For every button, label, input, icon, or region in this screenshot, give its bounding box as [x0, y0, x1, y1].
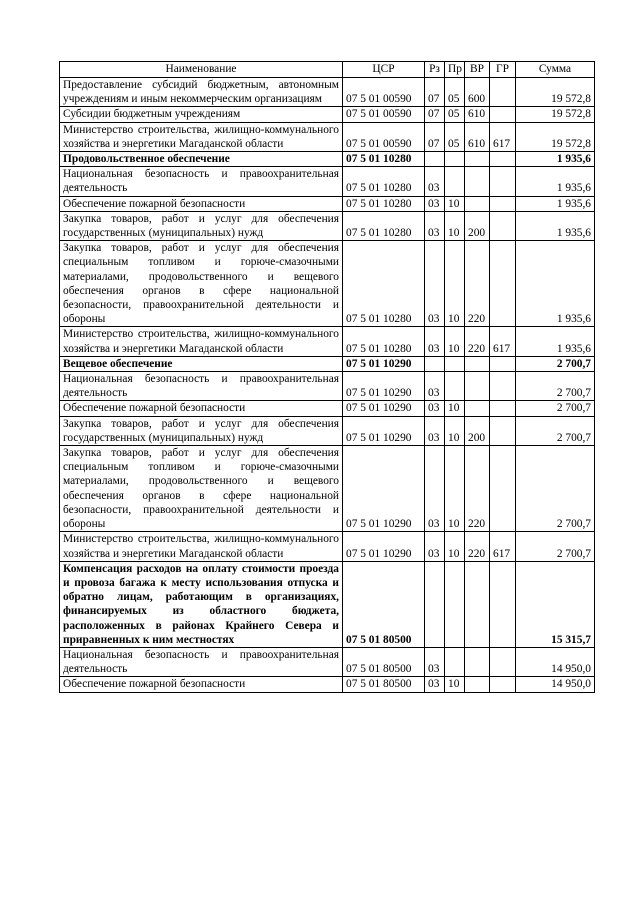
- cell-csr: 07 5 01 10280: [343, 327, 425, 356]
- cell-name: Закупка товаров, работ и услуг для обеспечения государственных (муниципальных) нужд: [60, 416, 343, 445]
- cell-rz: 07: [425, 107, 445, 122]
- cell-name: Компенсация расходов на оплату стоимости проезда и провоза багажа к месту использования отпуска и обратно лицам, работающим в организациях, финансируемых из областного бюджета, расположенных в районах Крайнего Севера и приравненных к ним местностях: [60, 561, 343, 647]
- cell-gr: [490, 211, 516, 240]
- cell-vr: [465, 196, 490, 211]
- cell-rz: [425, 561, 445, 647]
- column-header-rz: Рз: [425, 62, 445, 78]
- column-header-vr: ВР: [465, 62, 490, 78]
- table-row: [60, 152, 595, 167]
- cell-csr: 07 5 01 10290: [343, 416, 425, 445]
- cell-gr: [490, 372, 516, 401]
- table-row: [60, 372, 595, 401]
- cell-pr: [445, 647, 465, 676]
- cell-name: Национальная безопасность и правоохранительная деятельность: [60, 372, 343, 401]
- cell-csr: 07 5 01 10290: [343, 372, 425, 401]
- cell-sum: 2 700,7: [516, 532, 595, 561]
- cell-vr: [465, 167, 490, 196]
- cell-name: Закупка товаров, работ и услуг для обеспечения специальным топливом и горюче-смазочными материалами, продовольственного и вещевого обеспечения органов в сфере национальной безопасности, правоохранительной деятельности и обороны: [60, 446, 343, 532]
- cell-vr: [465, 561, 490, 647]
- table-row: [60, 532, 595, 561]
- cell-rz: 03: [425, 167, 445, 196]
- cell-gr: [490, 78, 516, 107]
- cell-sum: 1 935,6: [516, 167, 595, 196]
- cell-vr: 220: [465, 446, 490, 532]
- cell-sum: 15 315,7: [516, 561, 595, 647]
- cell-pr: 10: [445, 327, 465, 356]
- cell-pr: 10: [445, 401, 465, 416]
- cell-name: Обеспечение пожарной безопасности: [60, 196, 343, 211]
- table-row: [60, 327, 595, 356]
- table-row: [60, 196, 595, 211]
- cell-vr: 610: [465, 122, 490, 151]
- cell-pr: 10: [445, 677, 465, 692]
- cell-gr: [490, 241, 516, 327]
- cell-sum: 1 935,6: [516, 152, 595, 167]
- cell-rz: [425, 152, 445, 167]
- cell-sum: 19 572,8: [516, 78, 595, 107]
- cell-rz: [425, 356, 445, 371]
- column-header-csr: ЦСР: [343, 62, 425, 78]
- cell-csr: 07 5 01 10280: [343, 196, 425, 211]
- cell-pr: [445, 167, 465, 196]
- cell-rz: 03: [425, 401, 445, 416]
- cell-vr: 220: [465, 327, 490, 356]
- cell-sum: 1 935,6: [516, 196, 595, 211]
- cell-vr: [465, 677, 490, 692]
- table-row: [60, 241, 595, 327]
- cell-csr: 07 5 01 10290: [343, 356, 425, 371]
- cell-rz: 03: [425, 372, 445, 401]
- cell-pr: [445, 152, 465, 167]
- cell-gr: [490, 356, 516, 371]
- cell-csr: 07 5 01 00590: [343, 122, 425, 151]
- cell-rz: 03: [425, 647, 445, 676]
- cell-csr: 07 5 01 00590: [343, 78, 425, 107]
- column-header-name: Наименование: [60, 62, 343, 78]
- cell-rz: 03: [425, 446, 445, 532]
- cell-name: Субсидии бюджетным учреждениям: [60, 107, 343, 122]
- cell-sum: 1 935,6: [516, 327, 595, 356]
- cell-sum: 14 950,0: [516, 677, 595, 692]
- table-row: [60, 647, 595, 676]
- cell-sum: 14 950,0: [516, 647, 595, 676]
- table-row: [60, 167, 595, 196]
- cell-vr: [465, 647, 490, 676]
- cell-gr: [490, 446, 516, 532]
- table-row: [60, 401, 595, 416]
- cell-vr: [465, 356, 490, 371]
- cell-gr: [490, 152, 516, 167]
- column-header-sum: Сумма: [516, 62, 595, 78]
- cell-pr: 05: [445, 78, 465, 107]
- cell-name: Закупка товаров, работ и услуг для обеспечения специальным топливом и горюче-смазочными материалами, продовольственного и вещевого обеспечения органов в сфере национальной безопасности, правоохранительной деятельности и обороны: [60, 241, 343, 327]
- cell-csr: 07 5 01 80500: [343, 561, 425, 647]
- table-row: [60, 446, 595, 532]
- cell-rz: 07: [425, 78, 445, 107]
- cell-name: Продовольственное обеспечение: [60, 152, 343, 167]
- cell-gr: [490, 677, 516, 692]
- cell-sum: 19 572,8: [516, 107, 595, 122]
- cell-csr: 07 5 01 10290: [343, 446, 425, 532]
- cell-csr: 07 5 01 80500: [343, 647, 425, 676]
- cell-name: Обеспечение пожарной безопасности: [60, 677, 343, 692]
- table-row: [60, 356, 595, 371]
- cell-gr: [490, 107, 516, 122]
- cell-rz: 03: [425, 677, 445, 692]
- table-row: [60, 561, 595, 647]
- cell-pr: 10: [445, 446, 465, 532]
- table-row: [60, 107, 595, 122]
- cell-pr: 10: [445, 532, 465, 561]
- cell-gr: 617: [490, 532, 516, 561]
- table-row: [60, 677, 595, 692]
- cell-csr: 07 5 01 80500: [343, 677, 425, 692]
- table-row: [60, 211, 595, 240]
- cell-pr: 10: [445, 211, 465, 240]
- cell-vr: 220: [465, 532, 490, 561]
- cell-pr: 10: [445, 241, 465, 327]
- cell-rz: 03: [425, 196, 445, 211]
- cell-sum: 2 700,7: [516, 446, 595, 532]
- cell-rz: 03: [425, 416, 445, 445]
- cell-vr: 600: [465, 78, 490, 107]
- cell-pr: [445, 561, 465, 647]
- cell-gr: [490, 647, 516, 676]
- budget-table: [59, 61, 595, 693]
- cell-name: Предоставление субсидий бюджетным, автономным учреждениям и иным некоммерческим организациям: [60, 78, 343, 107]
- cell-vr: 610: [465, 107, 490, 122]
- table-header-row: [60, 62, 595, 78]
- cell-pr: 10: [445, 416, 465, 445]
- cell-gr: [490, 401, 516, 416]
- cell-vr: 200: [465, 211, 490, 240]
- cell-name: Национальная безопасность и правоохранительная деятельность: [60, 647, 343, 676]
- cell-rz: 07: [425, 122, 445, 151]
- table-body: [60, 78, 595, 693]
- cell-gr: 617: [490, 122, 516, 151]
- column-header-gr: ГР: [490, 62, 516, 78]
- cell-sum: 2 700,7: [516, 356, 595, 371]
- cell-pr: [445, 372, 465, 401]
- cell-csr: 07 5 01 10290: [343, 532, 425, 561]
- cell-vr: [465, 152, 490, 167]
- cell-sum: 1 935,6: [516, 241, 595, 327]
- table-row: [60, 78, 595, 107]
- cell-name: Обеспечение пожарной безопасности: [60, 401, 343, 416]
- cell-csr: 07 5 01 10280: [343, 152, 425, 167]
- cell-csr: 07 5 01 00590: [343, 107, 425, 122]
- column-header-pr: Пр: [445, 62, 465, 78]
- cell-sum: 1 935,6: [516, 211, 595, 240]
- cell-pr: [445, 356, 465, 371]
- cell-name: Министерство строительства, жилищно-коммунального хозяйства и энергетики Магаданской области: [60, 532, 343, 561]
- cell-pr: 10: [445, 196, 465, 211]
- cell-pr: 05: [445, 122, 465, 151]
- cell-name: Министерство строительства, жилищно-коммунального хозяйства и энергетики Магаданской области: [60, 327, 343, 356]
- cell-vr: 220: [465, 241, 490, 327]
- cell-sum: 2 700,7: [516, 372, 595, 401]
- cell-sum: 2 700,7: [516, 401, 595, 416]
- cell-pr: 05: [445, 107, 465, 122]
- cell-sum: 19 572,8: [516, 122, 595, 151]
- cell-gr: 617: [490, 327, 516, 356]
- cell-name: Национальная безопасность и правоохранительная деятельность: [60, 167, 343, 196]
- cell-vr: [465, 401, 490, 416]
- cell-name: Министерство строительства, жилищно-коммунального хозяйства и энергетики Магаданской области: [60, 122, 343, 151]
- cell-gr: [490, 196, 516, 211]
- cell-csr: 07 5 01 10280: [343, 241, 425, 327]
- cell-vr: 200: [465, 416, 490, 445]
- cell-csr: 07 5 01 10280: [343, 211, 425, 240]
- table-row: [60, 416, 595, 445]
- cell-csr: 07 5 01 10290: [343, 401, 425, 416]
- table-row: [60, 122, 595, 151]
- cell-sum: 2 700,7: [516, 416, 595, 445]
- cell-vr: [465, 372, 490, 401]
- cell-rz: 03: [425, 241, 445, 327]
- cell-gr: [490, 167, 516, 196]
- cell-rz: 03: [425, 327, 445, 356]
- cell-gr: [490, 416, 516, 445]
- cell-rz: 03: [425, 532, 445, 561]
- cell-name: Вещевое обеспечение: [60, 356, 343, 371]
- cell-rz: 03: [425, 211, 445, 240]
- cell-gr: [490, 561, 516, 647]
- cell-name: Закупка товаров, работ и услуг для обеспечения государственных (муниципальных) нужд: [60, 211, 343, 240]
- cell-csr: 07 5 01 10280: [343, 167, 425, 196]
